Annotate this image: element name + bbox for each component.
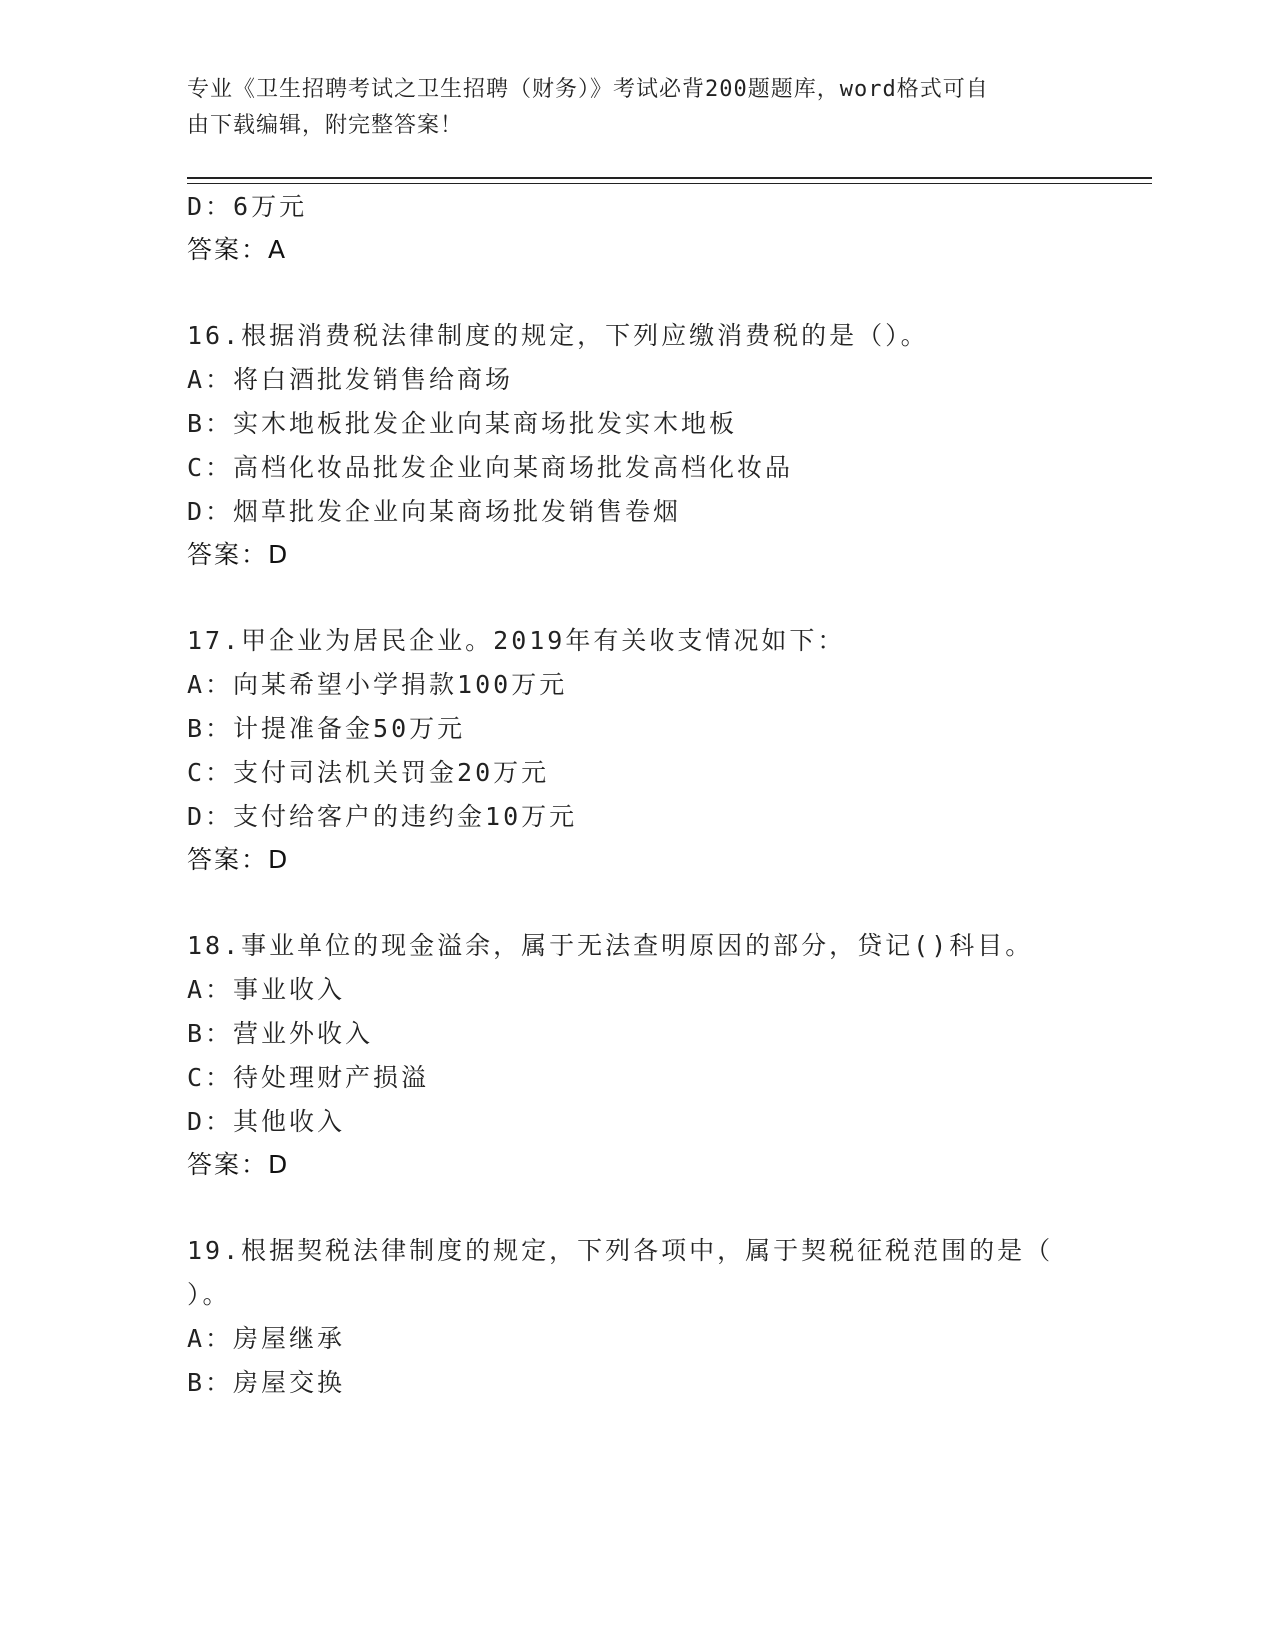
- header-rule-thick: [187, 177, 1152, 179]
- question-16-option-d: D：烟草批发企业向某商场批发销售卷烟: [187, 497, 682, 526]
- question-17-option-a: A：向某希望小学捐款100万元: [187, 670, 568, 699]
- option-d: D：6万元: [187, 192, 308, 221]
- question-18-option-a: A：事业收入: [187, 975, 346, 1004]
- question-19-option-a: A：房屋继承: [187, 1324, 346, 1353]
- document-header: [187, 72, 1087, 144]
- question-17-stem: 17.甲企业为居民企业。2019年有关收支情况如下：: [187, 626, 846, 655]
- question-18-option-c: C：待处理财产损溢: [187, 1063, 430, 1092]
- question-16-answer: 答案：D: [187, 540, 290, 569]
- header-line-2: 由下载编辑，附完整答案！: [187, 113, 464, 138]
- header-line-1: 专业《卫生招聘考试之卫生招聘（财务）》考试必背200题题库，word格式可自: [187, 77, 989, 102]
- question-19-stem-line-2: ）。: [187, 1280, 231, 1309]
- question-18-answer: 答案：D: [187, 1150, 290, 1179]
- question-19-stem-line-1: 19.根据契税法律制度的规定，下列各项中，属于契税征税范围的是（: [187, 1236, 1054, 1265]
- question-17-option-d: D：支付给客户的违约金10万元: [187, 802, 578, 831]
- question-17-option-c: C：支付司法机关罚金20万元: [187, 758, 550, 787]
- question-18-option-b: B：营业外收入: [187, 1019, 374, 1048]
- question-17-option-b: B：计提准备金50万元: [187, 714, 466, 743]
- question-17-answer: 答案：D: [187, 845, 290, 874]
- header-rule-thin: [187, 183, 1152, 184]
- question-16-option-b: B：实木地板批发企业向某商场批发实木地板: [187, 409, 738, 438]
- question-16-option-a: A：将白酒批发销售给商场: [187, 365, 514, 394]
- question-18-stem: 18.事业单位的现金溢余，属于无法查明原因的部分，贷记()科目。: [187, 931, 1034, 960]
- question-16-stem: 16.根据消费税法律制度的规定，下列应缴消费税的是（）。: [187, 321, 929, 350]
- question-19-option-b: B：房屋交换: [187, 1368, 346, 1397]
- answer-line: 答案：A: [187, 235, 288, 264]
- question-18-option-d: D：其他收入: [187, 1107, 346, 1136]
- question-16-option-c: C：高档化妆品批发企业向某商场批发高档化妆品: [187, 453, 794, 482]
